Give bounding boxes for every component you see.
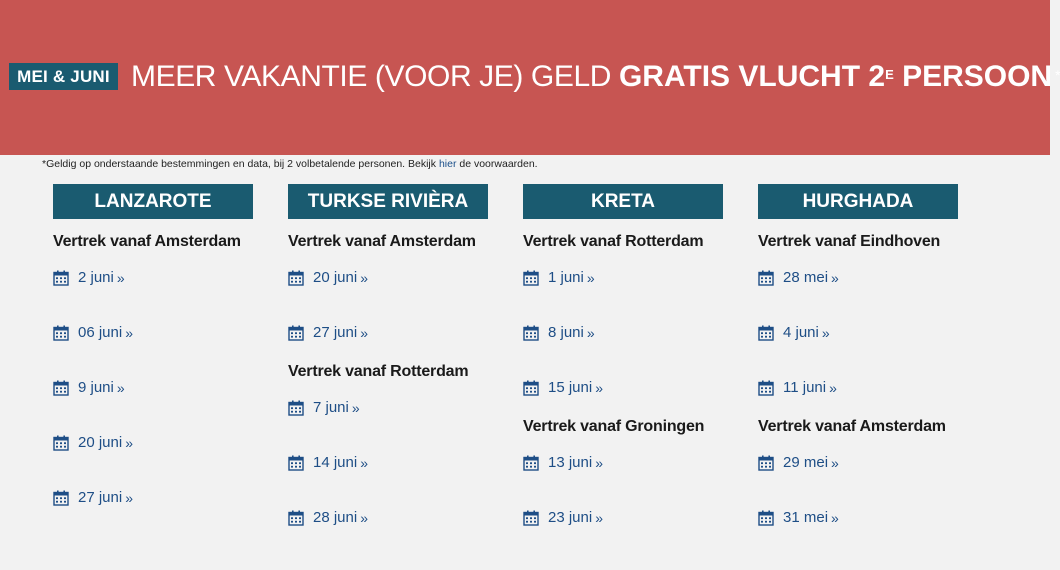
date-label: 28 mei — [783, 269, 829, 286]
departure-date-link[interactable] — [288, 399, 360, 416]
departure-date-link[interactable] — [53, 489, 133, 506]
calendar-icon — [758, 270, 774, 286]
date-label: 29 mei — [783, 454, 829, 471]
conditions-link[interactable]: hier — [438, 158, 457, 170]
departure-date-link[interactable] — [523, 509, 603, 526]
calendar-icon — [53, 325, 69, 341]
date-label: 11 juni — [783, 379, 827, 396]
date-label: 7 juni — [313, 399, 349, 416]
disclaimer-text: *Geldig op onderstaande bestemmingen en data, bij 2 volbetalende personen. Bekijk — [42, 158, 439, 170]
departure-date-link[interactable] — [758, 269, 839, 286]
calendar-icon — [288, 325, 304, 341]
double-chevron-right-icon: » — [360, 509, 368, 526]
headline-bold-text: GRATIS VLUCHT 2 — [618, 60, 886, 93]
calendar-icon — [758, 380, 774, 396]
departure-date-link[interactable] — [758, 324, 830, 341]
disclaimer — [42, 158, 538, 170]
double-chevron-right-icon: » — [595, 379, 603, 396]
double-chevron-right-icon: » — [586, 269, 595, 286]
double-chevron-right-icon: » — [595, 509, 603, 526]
calendar-icon — [288, 510, 304, 526]
headline-superscript: E — [885, 67, 894, 82]
calendar-icon — [523, 455, 539, 471]
date-label: 20 juni — [313, 269, 358, 286]
calendar-icon — [288, 270, 304, 286]
date-label: 15 juni — [548, 379, 593, 396]
date-label: 06 juni — [78, 324, 123, 341]
date-label: 31 mei — [783, 509, 829, 526]
destination-column-kreta — [523, 184, 753, 526]
date-label: 14 juni — [313, 454, 358, 471]
calendar-icon — [758, 455, 774, 471]
calendar-icon — [53, 435, 69, 451]
calendar-icon — [523, 510, 539, 526]
departure-label: Vertrek vanaf Eindhoven — [758, 233, 941, 250]
date-label: 9 juni — [78, 379, 114, 396]
departure-label: Vertrek vanaf Groningen — [523, 418, 705, 435]
calendar-icon — [758, 510, 774, 526]
double-chevron-right-icon: » — [831, 269, 839, 286]
double-chevron-right-icon: » — [360, 324, 368, 341]
destination-column-turkse-riviera — [288, 184, 518, 526]
double-chevron-right-icon: » — [351, 399, 360, 416]
double-chevron-right-icon: » — [116, 269, 125, 286]
departure-label: Vertrek vanaf Rotterdam — [523, 233, 704, 250]
double-chevron-right-icon: » — [116, 379, 125, 396]
departure-label: Vertrek vanaf Amsterdam — [288, 233, 476, 250]
double-chevron-right-icon: » — [821, 324, 830, 341]
date-label: 4 juni — [783, 324, 819, 341]
date-label: 27 juni — [78, 489, 123, 506]
calendar-icon — [523, 325, 539, 341]
calendar-icon — [288, 455, 304, 471]
departure-date-link[interactable] — [758, 509, 839, 526]
departure-label: Vertrek vanaf Rotterdam — [288, 363, 469, 380]
headline-regular: MEER VAKANTIE (VOOR JE) GELD — [131, 60, 611, 93]
promo-banner — [0, 0, 1060, 155]
departure-date-link[interactable] — [53, 434, 133, 451]
date-label: 23 juni — [548, 509, 593, 526]
departure-date-link[interactable] — [758, 454, 839, 471]
date-label: 8 juni — [548, 324, 584, 341]
destination-column-lanzarote — [53, 184, 283, 506]
calendar-icon — [53, 270, 69, 286]
departure-date-link[interactable] — [288, 269, 368, 286]
departure-date-link[interactable] — [288, 454, 368, 471]
date-label: 28 juni — [313, 509, 358, 526]
destination-header: KRETA — [523, 184, 723, 219]
departure-date-link[interactable] — [53, 324, 133, 341]
destination-column-hurghada — [758, 184, 988, 526]
date-label: 20 juni — [78, 434, 123, 451]
calendar-icon — [53, 490, 69, 506]
calendar-icon — [523, 270, 539, 286]
destination-header: TURKSE RIVIÈRA — [288, 184, 488, 219]
double-chevron-right-icon: » — [831, 509, 839, 526]
calendar-icon — [288, 400, 304, 416]
departure-label: Vertrek vanaf Amsterdam — [53, 233, 241, 250]
double-chevron-right-icon: » — [829, 379, 837, 396]
departure-date-link[interactable] — [523, 454, 603, 471]
departure-date-link[interactable] — [758, 379, 837, 396]
departure-date-link[interactable] — [288, 324, 368, 341]
calendar-icon — [523, 380, 539, 396]
promo-headline — [131, 58, 1060, 96]
disclaimer-text-end: de voorwaarden. — [456, 158, 538, 170]
calendar-icon — [53, 380, 69, 396]
double-chevron-right-icon: » — [586, 324, 595, 341]
headline-asterisk: * — [1055, 67, 1060, 83]
double-chevron-right-icon: » — [360, 269, 368, 286]
date-label: 27 juni — [313, 324, 358, 341]
destination-header: HURGHADA — [758, 184, 958, 219]
departure-date-link[interactable] — [523, 269, 595, 286]
departure-label: Vertrek vanaf Amsterdam — [758, 418, 946, 435]
double-chevron-right-icon: » — [360, 454, 368, 471]
headline-bold-end: PERSOON — [893, 60, 1053, 93]
double-chevron-right-icon: » — [831, 454, 839, 471]
departure-date-link[interactable] — [53, 379, 125, 396]
headline-bold — [619, 60, 1052, 93]
departure-date-link[interactable] — [523, 379, 603, 396]
date-label: 1 juni — [548, 269, 584, 286]
departure-date-link[interactable] — [288, 509, 368, 526]
destination-header: LANZAROTE — [53, 184, 253, 219]
double-chevron-right-icon: » — [125, 324, 133, 341]
calendar-icon — [758, 325, 774, 341]
date-label: 13 juni — [548, 454, 593, 471]
double-chevron-right-icon: » — [595, 454, 603, 471]
period-badge: MEI & JUNI — [9, 63, 118, 90]
departure-date-link[interactable] — [53, 269, 125, 286]
double-chevron-right-icon: » — [125, 489, 133, 506]
departure-date-link[interactable] — [523, 324, 595, 341]
date-label: 2 juni — [78, 269, 114, 286]
double-chevron-right-icon: » — [125, 434, 133, 451]
